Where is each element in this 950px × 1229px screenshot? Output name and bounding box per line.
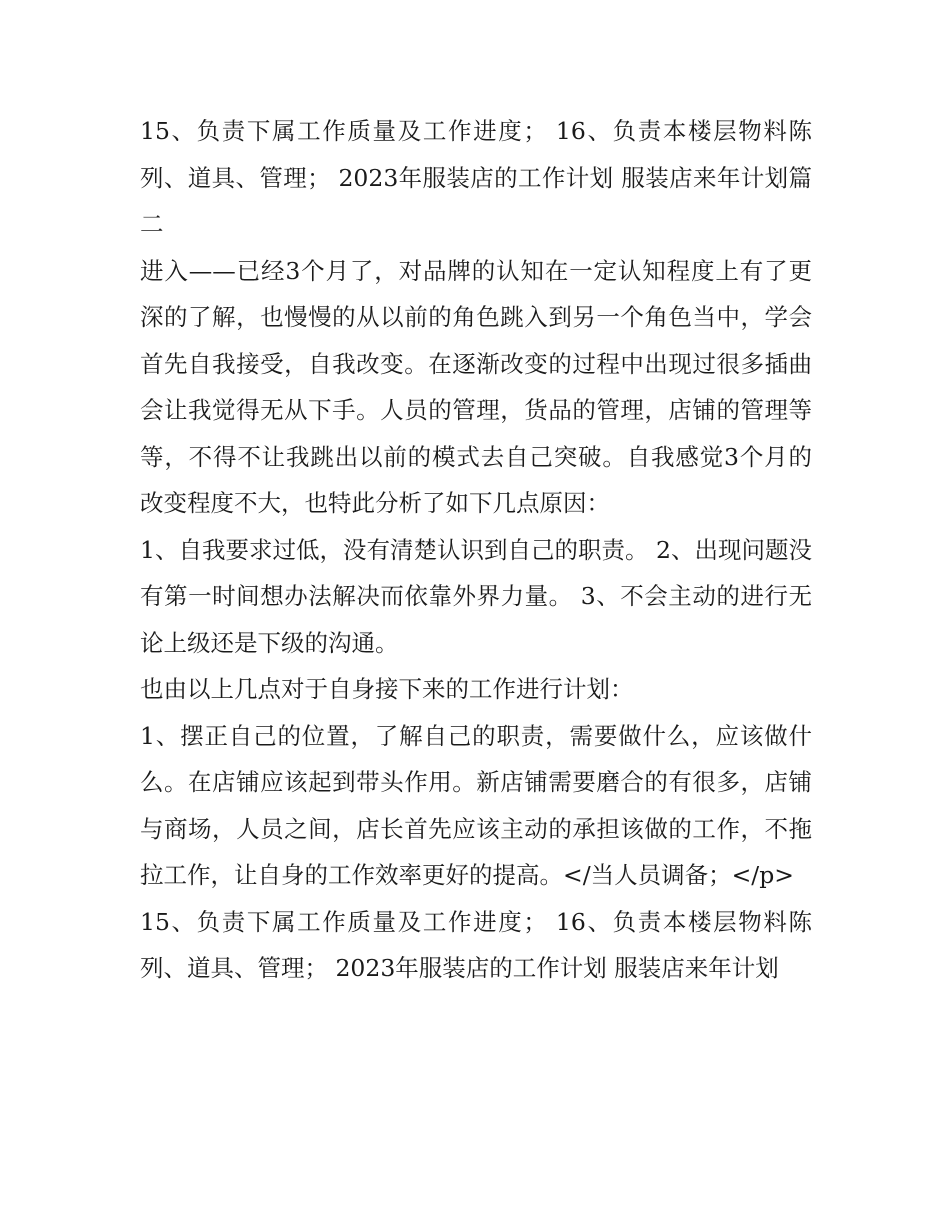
paragraph-plan-item: 1、摆正自己的位置，了解自己的职责，需要做什么，应该做什么。在店铺应该起到带头作用。新店铺需要磨合的有很多，店铺与商场，人员之间，店长首先应该主动的承担该做的工作，不拖拉工作，让自身的工作效率更好的提高。</当人员调备；</p> <box>140 721 812 889</box>
document-body <box>140 108 812 992</box>
paragraph-responsibilities-repeat: 15、负责下属工作质量及工作进度； 16、负责本楼层物料陈列、道具、管理； 2023年服装店的工作计划 服装店来年计划 <box>140 907 812 982</box>
paragraph-plan-intro: 也由以上几点对于自身接下来的工作进行计划： <box>140 675 634 703</box>
paragraph-responsibilities: 15、负责下属工作质量及工作进度； 16、负责本楼层物料陈列、道具、管理； 2023年服装店的工作计划 服装店来年计划篇二 <box>140 117 812 238</box>
paragraph-reasons: 1、自我要求过低，没有清楚认识到自己的职责。 2、出现问题没有第一时间想办法解决而依靠外界力量。 3、不会主动的进行无论上级还是下级的沟通。 <box>140 535 812 657</box>
paragraph-reflection: 进入——已经3个月了，对品牌的认知在一定认知程度上有了更深的了解，也慢慢的从以前的角色跳入到另一个角色当中，学会首先自我接受，自我改变。在逐渐改变的过程中出现过很多插曲会让我觉得无从下手。人员的管理，货品的管理，店铺的管理等等，不得不让我跳出以前的模式去自己突破。自我感觉3个月的改变程度不大，也特此分析了如下几点原因： <box>140 256 812 517</box>
